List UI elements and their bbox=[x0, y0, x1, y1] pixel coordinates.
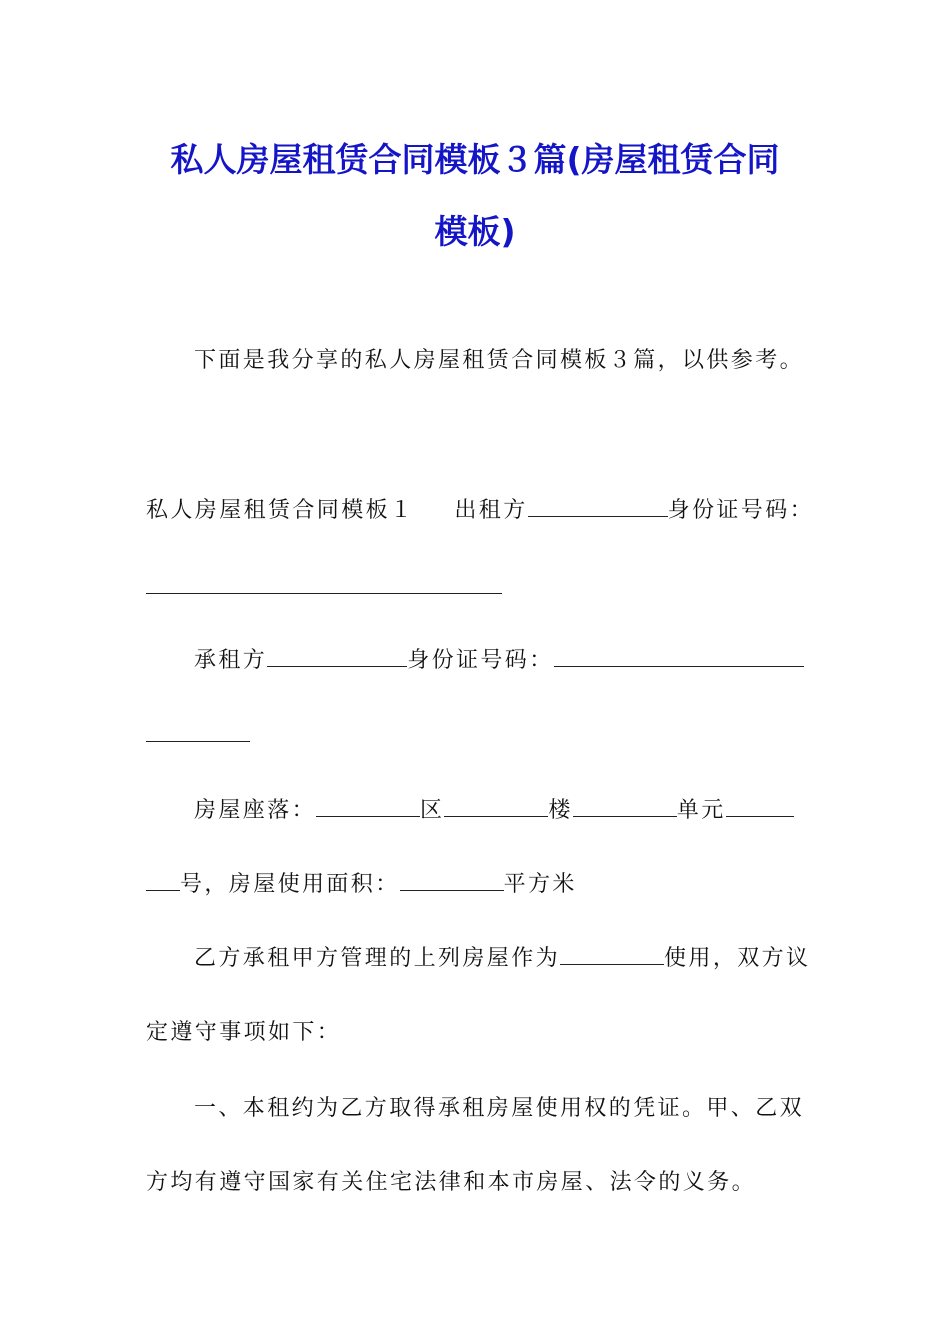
contract-heading: 私人房屋租赁合同模板１ bbox=[146, 498, 415, 523]
sqm-label: 平方米 bbox=[503, 872, 577, 897]
lessor-id-blank[interactable] bbox=[146, 593, 502, 594]
address-line bbox=[194, 796, 794, 826]
lessee-id-blank-continued[interactable] bbox=[146, 741, 250, 742]
area-blank[interactable] bbox=[400, 870, 504, 891]
number-blank[interactable] bbox=[726, 796, 794, 817]
lessee-id-label: 身份证号码： bbox=[407, 648, 554, 673]
unit-blank[interactable] bbox=[573, 796, 677, 817]
lessee-line bbox=[194, 646, 804, 676]
lessor-id-label: 身份证号码： bbox=[667, 498, 815, 523]
use-clause-text-2: 使用，双方议 bbox=[664, 946, 811, 971]
document-title-line-1: 私人房屋租赁合同模板３篇(房屋租赁合同 bbox=[170, 140, 780, 179]
document-title-line-2: 模板) bbox=[434, 212, 516, 251]
contract-heading-line bbox=[146, 496, 814, 526]
lessor-name-blank[interactable] bbox=[528, 496, 668, 517]
lessee-label: 承租方 bbox=[194, 648, 268, 673]
use-clause-line bbox=[194, 944, 810, 974]
article-1-line-2: 方均有遵守国家有关住宅法律和本市房屋、法令的义务。 bbox=[146, 1170, 757, 1195]
use-clause-line-2: 定遵守事项如下： bbox=[146, 1020, 342, 1045]
district-blank[interactable] bbox=[316, 796, 420, 817]
lessee-id-blank[interactable] bbox=[554, 646, 804, 667]
address-label: 房屋座落： bbox=[194, 798, 317, 823]
unit-label: 单元 bbox=[676, 798, 726, 823]
number-area-label: 号，房屋使用面积： bbox=[180, 872, 400, 897]
building-blank[interactable] bbox=[444, 796, 548, 817]
building-label: 楼 bbox=[548, 798, 573, 823]
area-line bbox=[146, 870, 577, 900]
use-purpose-blank[interactable] bbox=[560, 944, 664, 965]
district-label: 区 bbox=[420, 798, 445, 823]
lessee-name-blank[interactable] bbox=[267, 646, 407, 667]
use-clause-text-1: 乙方承租甲方管理的上列房屋作为 bbox=[194, 946, 561, 971]
number-blank-continued[interactable] bbox=[146, 870, 180, 891]
article-1-line-1: 一、本租约为乙方取得承租房屋使用权的凭证。甲、乙双 bbox=[194, 1096, 805, 1121]
lessor-label: 出租方 bbox=[454, 498, 528, 523]
intro-paragraph: 下面是我分享的私人房屋租赁合同模板３篇，以供参考。 bbox=[194, 348, 805, 373]
